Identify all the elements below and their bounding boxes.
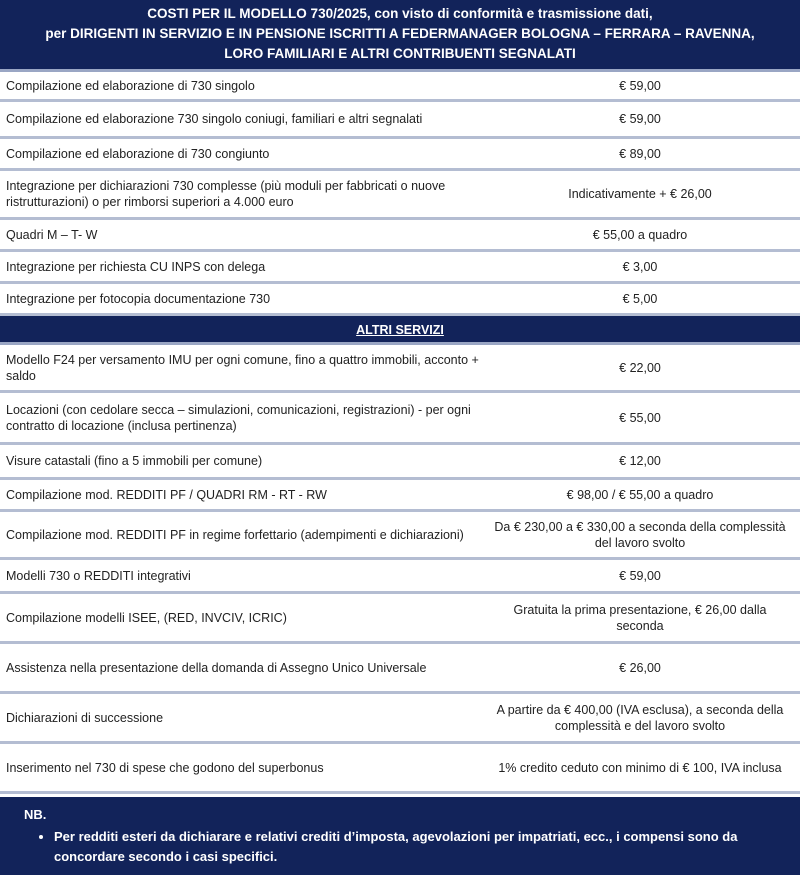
table-row bbox=[0, 102, 800, 139]
table-row bbox=[0, 139, 800, 171]
price-cell: € 98,00 / € 55,00 a quadro bbox=[566, 487, 714, 502]
price-cell: € 55,00 bbox=[619, 410, 661, 425]
service-cell: Integrazione per dichiarazioni 730 complesse (più moduli per fabbricati o nuove ristrutturazioni) o per rimborsi superiori a 4.000 euro bbox=[6, 179, 446, 209]
price-cell: € 59,00 bbox=[619, 568, 661, 583]
table-row bbox=[0, 252, 800, 284]
service-cell: Visure catastali (fino a 5 immobili per comune) bbox=[6, 454, 263, 468]
service-cell: Assistenza nella presentazione della domanda di Assegno Unico Universale bbox=[6, 660, 427, 675]
service-cell: Modelli 730 o REDDITI integrativi bbox=[6, 568, 191, 583]
price-cell: € 55,00 a quadro bbox=[592, 227, 688, 242]
service-cell: Integrazione per richiesta CU INPS con delega bbox=[6, 259, 266, 274]
service-cell: Inserimento nel 730 di spese che godono del superbonus bbox=[6, 760, 324, 775]
table-row bbox=[0, 480, 800, 512]
service-cell: Compilazione modelli ISEE, (RED, INVCIV, ICRIC) bbox=[6, 610, 287, 625]
service-cell: Integrazione per fotocopia documentazione 730 bbox=[6, 291, 271, 306]
service-cell: Compilazione mod. REDDITI PF / QUADRI RM - RT - RW bbox=[6, 487, 327, 502]
price-cell: Indicativamente + € 26,00 bbox=[568, 187, 712, 201]
table-row bbox=[0, 72, 800, 102]
note-box bbox=[0, 797, 800, 875]
table-row bbox=[0, 345, 800, 393]
service-cell: Locazioni (con cedolare secca – simulazioni, comunicazioni, registrazioni) - per ogni contratto di locazione (inclusa pertinenza) bbox=[6, 402, 471, 433]
header-line: COSTI PER IL MODELLO 730/2025, con visto di conformità e trasmissione dati, bbox=[147, 6, 653, 21]
price-cell: € 5,00 bbox=[622, 291, 658, 306]
table-row bbox=[0, 393, 800, 445]
price-cell: 1% credito ceduto con minimo di € 100, IVA inclusa bbox=[498, 760, 782, 775]
service-cell: Modello F24 per versamento IMU per ogni comune, fino a quattro immobili, acconto + saldo bbox=[6, 352, 479, 383]
service-cell: Quadri M – T- W bbox=[6, 227, 98, 242]
note-item: • Per redditi esteri da dichiarare e relativi crediti d’imposta, agevolazioni per impatriati, ecc., i compensi sono da concordare secondo i casi specifici. bbox=[54, 827, 780, 867]
price-cell: € 59,00 bbox=[619, 78, 661, 93]
table-row bbox=[0, 694, 800, 744]
note-list bbox=[24, 827, 780, 867]
table-row bbox=[0, 594, 800, 644]
price-cell: € 26,00 bbox=[619, 660, 661, 675]
price-cell: € 89,00 bbox=[619, 146, 661, 161]
header-line: per DIRIGENTI IN SERVIZIO E IN PENSIONE ISCRITTI A FEDERMANAGER BOLOGNA – FERRARA – RAVENNA, bbox=[45, 26, 755, 41]
service-cell: Compilazione mod. REDDITI PF in regime forfettario (adempimenti e dichiarazioni) bbox=[6, 527, 464, 542]
price-cell: Gratuita la prima presentazione, € 26,00 dalla seconda bbox=[513, 602, 767, 633]
table-row bbox=[0, 171, 800, 220]
section-title-altri-servizi: ALTRI SERVIZI bbox=[0, 316, 800, 345]
table-row bbox=[0, 220, 800, 252]
table-row bbox=[0, 744, 800, 794]
table-header bbox=[0, 0, 800, 72]
table-row bbox=[0, 284, 800, 316]
price-cell: € 59,00 bbox=[619, 112, 661, 126]
price-cell: € 3,00 bbox=[622, 259, 658, 274]
price-cell: € 12,00 bbox=[619, 454, 661, 468]
table-row bbox=[0, 512, 800, 560]
table-row bbox=[0, 445, 800, 480]
service-cell: Dichiarazioni di successione bbox=[6, 710, 164, 725]
price-cell: A partire da € 400,00 (IVA esclusa), a seconda della complessità e del lavoro svolto bbox=[496, 702, 784, 733]
table-row bbox=[0, 644, 800, 694]
service-cell: Compilazione ed elaborazione 730 singolo coniugi, familiari e altri segnalati bbox=[6, 112, 423, 126]
price-cell: Da € 230,00 a € 330,00 a seconda della complessità del lavoro svolto bbox=[494, 519, 786, 550]
table-row bbox=[0, 560, 800, 594]
service-cell: Compilazione ed elaborazione di 730 congiunto bbox=[6, 146, 270, 161]
service-cell: Compilazione ed elaborazione di 730 singolo bbox=[6, 78, 255, 93]
price-cell: € 22,00 bbox=[619, 360, 661, 375]
header-line: LORO FAMILIARI E ALTRI CONTRIBUENTI SEGNALATI bbox=[224, 46, 576, 61]
note-title: NB. bbox=[24, 807, 47, 822]
